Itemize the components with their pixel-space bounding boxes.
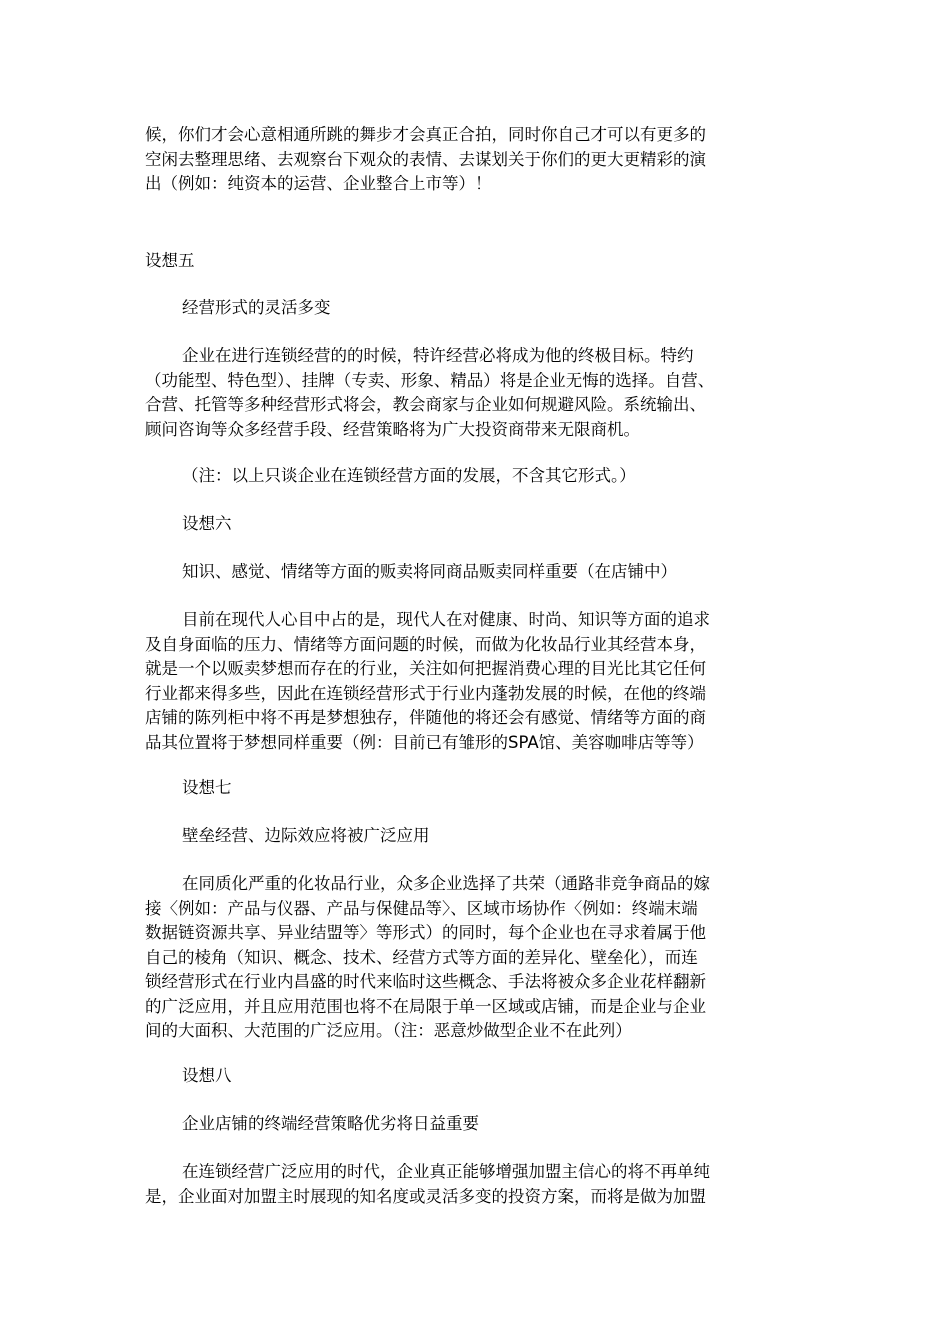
paragraph-6	[145, 608, 710, 755]
section-title-7: 壁垒经营、边际效应将被广泛应用	[182, 826, 430, 845]
text-line: 及自身面临的压力、情绪等方面问题的时候，而做为化妆品行业其经营本身，	[145, 634, 706, 654]
text-line: 在同质化严重的化妆品行业，众多企业选择了共荣（通路非竞争商品的嫁	[182, 874, 710, 893]
text-line: 企业在进行连锁经营的的时候，特许经营必将成为他的终极目标。特约	[182, 346, 694, 365]
section-heading-8: 设想八	[182, 1066, 232, 1085]
note-5: （注：以上只谈企业在连锁经营方面的发展，不含其它形式。）	[182, 466, 636, 485]
text-line: 在连锁经营广泛应用的时代，企业真正能够增强加盟主信心的将不再单纯	[182, 1162, 710, 1181]
text-line: 数据链资源共享、异业结盟等〉等形式）的同时，每个企业也在寻求着属于他	[145, 923, 706, 942]
paragraph-intro	[145, 123, 706, 197]
text-line: 候，你们才会心意相通所跳的舞步才会真正合拍，同时你自己才可以有更多的	[145, 125, 706, 144]
text-line: 空闲去整理思绪、去观察台下观众的表情、去谋划关于你们的更大更精彩的演	[145, 149, 706, 169]
text-line: 出（例如：纯资本的运营、企业整合上市等）！	[145, 174, 492, 193]
section-title-6: 知识、感觉、情绪等方面的贩卖将同商品贩卖同样重要（在店铺中）	[182, 562, 677, 581]
section-title-5: 经营形式的灵活多变	[182, 298, 331, 317]
section-title-8: 企业店铺的终端经营策略优劣将日益重要	[182, 1114, 479, 1133]
text-line: 是，企业面对加盟主时展现的知名度或灵活多变的投资方案，而将是做为加盟	[145, 1186, 706, 1206]
text-line: 品其位置将于梦想同样重要（例：目前已有雏形的SPA馆、美容咖啡店等等）	[145, 732, 704, 752]
text-line: 合营、托管等多种经营形式将会，教会商家与企业如何规避风险。系统输出、	[145, 395, 706, 414]
section-heading-7: 设想七	[182, 778, 232, 797]
text-line: 行业都来得多些，因此在连锁经营形式于行业内蓬勃发展的时候，在他的终端	[145, 683, 706, 703]
text-line: 就是一个以贩卖梦想而存在的行业，关注如何把握消费心理的目光比其它任何	[145, 659, 706, 678]
text-line: 的广泛应用，并且应用范围也将不在局限于单一区域或店铺，而是企业与企业	[145, 996, 706, 1016]
text-line: 接〈例如：产品与仪器、产品与保健品等〉、区域市场协作〈例如：终端末端	[145, 898, 698, 918]
section-heading-6: 设想六	[182, 514, 232, 533]
text-line: 自己的棱角（知识、概念、技术、经营方式等方面的差异化、壁垒化），而连	[145, 947, 698, 967]
text-line: 目前在现代人心目中占的是，现代人在对健康、时尚、知识等方面的追求	[182, 610, 710, 629]
text-line: 顾问咨询等众多经营手段、经营策略将为广大投资商带来无限商机。	[145, 419, 640, 439]
paragraph-5	[145, 344, 714, 442]
section-heading-5: 设想五	[145, 251, 195, 270]
text-line: （功能型、特色型）、挂牌（专卖、形象、精品）将是企业无悔的选择。自营、	[145, 370, 715, 390]
paragraph-7	[145, 872, 710, 1044]
paragraph-8	[145, 1160, 710, 1209]
text-line: 店铺的陈列柜中将不再是梦想独存，伴随他的将还会有感觉、情绪等方面的商	[145, 708, 706, 727]
text-line: 锁经营形式在行业内昌盛的时代来临时这些概念、手法将被众多企业花样翻新	[145, 972, 706, 991]
text-line: 间的大面积、大范围的广泛应用。（注：恶意炒做型企业不在此列）	[145, 1021, 632, 1040]
